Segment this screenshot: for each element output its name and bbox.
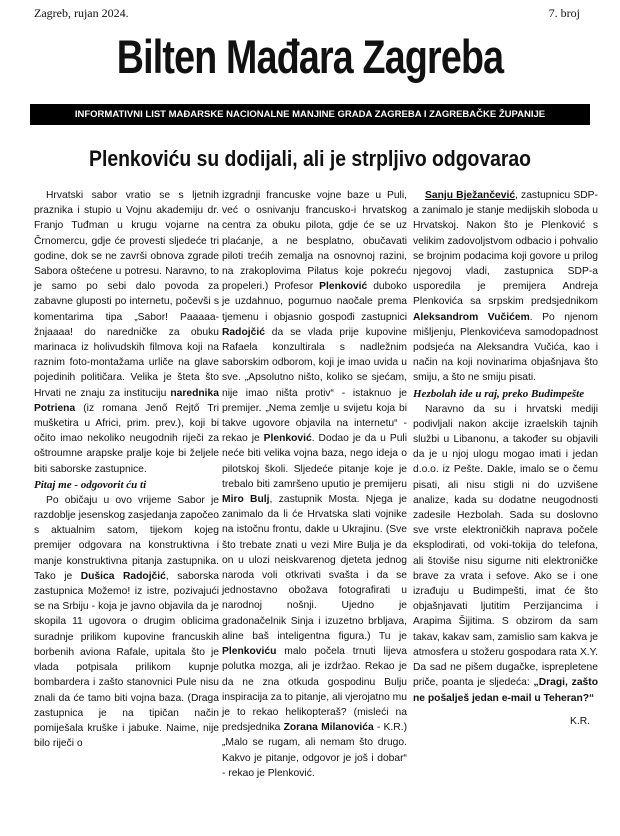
- text-run: . Po njenom mišljenju, Plenkovićeva samodopadnost podsjeća na Aleksandra Vučića, kao i način na koji novinarima objašnjava što smiju, a što ne smiju pisati.: [413, 311, 598, 384]
- paragraph: [222, 188, 407, 781]
- article-headline: Plenkoviću su dodijali, ali je strpljivo odgovarao: [89, 146, 531, 171]
- paragraph: [34, 188, 219, 477]
- text-run: da se vlada prije kupovine Rafaela konzultirala s nadležnim saborskim odborom, koji je imao uvida u sve. „Apsolutno ništo, koliko se sjećam, nije imao ništa protiv“ - istaknuo je premijer. „Nema zemlje u svijetu koja bi takve ugovore objavila na internetu“ - rekao je: [222, 326, 407, 445]
- author-signature: K.R.: [569, 715, 590, 727]
- bold-name: Miro Bulj: [222, 494, 270, 506]
- text-run: . Dodao je da u Puli neće biti velika vojna baza, nego ideja o pilotskoj školi. Sljedeće pitanje koje je trebalo biti zamršeno uputio je premijeru: [222, 433, 407, 490]
- article-column-3: [413, 188, 598, 729]
- bold-name: Zorana Milanovića: [283, 722, 374, 734]
- subtitle-banner: INFORMATIVNI LIST MAĐARSKE NACIONALNE MANJINE GRADA ZAGREBA I ZAGREBAČKE ŽUPANIJE: [30, 104, 590, 125]
- subheading: Pitaj me - odgovorit ću ti: [34, 478, 147, 491]
- masthead-title: Bilten Mađara Zagreba: [116, 30, 504, 83]
- text-run: Hrvatski sabor vratio se s ljetnih praznika i stupio u Vojnu akademiju dr. Franjo Tuđman u krugu vojarne na Črnomercu, gdje će provesti sljedeće tri godine, dok se ne završi obnova zgrade Sabora oštećene u potresu. Naravno, to je samo po sebi dalo povoda za zabavne gluposti po internetu, počevši s komentarima tipa „Sabor! Paaaaa-žnjaaaa! do naredničke za obuku marinaca iz holivudskih filmova koji na raznim foto-montažama urliče na glave pojedinih političara. Velika je šteta što Hrvati ne znaju za instituciju: [34, 190, 219, 399]
- dateline: Zagreb, rujan 2024.: [34, 6, 129, 20]
- bold-name: Radojčić: [222, 326, 265, 338]
- text-run: malo počela trnuti lijeva polutka mozga, ali je izdržao. Rekao je da ne zna otkuda gospodinu Bulju inspiracija za to pitanje, ali vjerojatno mu je to rekao helikopteraš? (misleći na predsjednika: [222, 646, 407, 734]
- text-run: izgradnji francuske vojne baze u Puli, već o osnivanju francusko-i hrvatskog centra za obuku pilota, gdje će se uz plaćanje, a ne besplatno, obučavati piloti trećih zemalja na osnovnoj razini, na zrakoplovima Pilatus koje pokreću propeleri.) Profesor: [222, 190, 407, 293]
- bold-name: narednika Potriena: [34, 387, 219, 414]
- paragraph: [34, 493, 219, 751]
- bold-name: Plenkoviću: [222, 646, 277, 658]
- bold-name: Plenković: [263, 433, 312, 445]
- article-column-2: [222, 188, 407, 781]
- text-run: (iz romana Jenő Rejtő Tri mušketira u Africi, prim. prev.), koji bi očito imao nekoliko neugodnih riječi za oštroumne arapske pralje koje bi željele biti saborske zastupnice.: [34, 402, 219, 475]
- text-run: , saborska zastupnica Možemo! iz istre, pozivajući se na Srbiju - koja je javno objavila da je skopila 11 ugovora o drugim oblicima suradnje prilikom kupovine francuskih borbenih aviona Rafale, upitala što je vlada potpisala prilikom kupnje bombardera i zašto stanovnici Pule nisu znali da će tamo biti vojna baza. (Draga zastupnica je na tipičan način pomiješala kruške i jabuke. Naime, nije bilo riječi o: [34, 570, 219, 750]
- bold-name: Aleksandrom Vučićem: [413, 311, 530, 323]
- bold-name: Plenković: [319, 281, 368, 293]
- text-run: , zastupnicu SDP-a zanimalo je stanje medijskih sloboda u Hrvatskoj. Nakon što je Plenković s velikim zadovoljstvom odbacio i pohvalio se brojnim podacima koji govore u prilog njegovoj vladi, zastupnica SDP-a usporedila je premijera Andreja Plenkovića sa srpskim predsjednikom: [413, 190, 598, 308]
- text-run: - K.R.) „Malo se rugam, ali nemam što drugo. Kakvo je pitanje, odgovor je još i dobar“ - rekao je Plenković.: [222, 722, 408, 779]
- article-column-1: [34, 188, 219, 751]
- text-run: duboko je uzdahnuo, pogurnuo naočale prema tjemenu i objasnio gospođi zastupnici: [222, 281, 407, 323]
- paragraph: [413, 402, 598, 706]
- text-run: , zastupnik Mosta. Njega je zanimalo da li će Hrvatska slati vojnike na istočnu frontu, dakle u Ukrajinu. (Sve što trebate znati u vezi Mire Bulja je da on u ulozi neiskvarenog djeteta jednog naroda voli otkrivati svašta i da se jednostavno obožava fotografirati u narodnoj nošnji. Ujedno je gradonačelnik Sinja i izuzetno brbljava, aline baš inteligentna figura.) Tu je: [222, 494, 408, 642]
- bold-quote: „Dragi, zašto ne pošalješ jedan e-mail u Teheran?“: [413, 677, 598, 704]
- bold-name: Dušica Radojčić: [80, 570, 166, 582]
- text-run: Po običaju u ovo vrijeme Sabor je razdoblje jesenskog zasjedanja započeo s aktualnim satom, tijekom kojeg premijer odgovara na konstruktivna i manje konstruktivna pitanja zastupnika. Tako je: [34, 494, 219, 582]
- issue-number: 7. broj: [548, 6, 580, 20]
- bold-name: Sanju Bježančević: [425, 190, 516, 201]
- text-run: Naravno da su i hrvatski mediji podivljali nakon akcije izraelskih tajnih službi u Libanonu, a također su objavili da je u njoj ulogu mogao imati i jedan d.o.o. iz Pešte. Dakle, imalo se o čemu pisati, ali nisu stigli ni do uzvišene analize, kada su dodatne neugodnosti zadesile Hezbolah. Sada su doslovno sve vrste elektroničkih naprava počele eksplodirati, od voki-tokija do telefona, ali štoviše nisu sigurne niti elektroničke brave za vrata i sefove. Ako se i one izrađuju u Budimpešti, imat će što objašnjavati ljutitim Perzijancima i Arapima Šijitima. S obzirom da sam takav, kakav sam, zamislio sam kakva je atmosfera u stožeru gospodara rata X.Y. Da sad ne pišem dugačke, isprepletene priče, poanta je sljedeća:: [413, 403, 598, 689]
- paragraph: [413, 188, 598, 386]
- subheading: Hezbolah ide u raj, preko Budimpešte: [413, 387, 585, 400]
